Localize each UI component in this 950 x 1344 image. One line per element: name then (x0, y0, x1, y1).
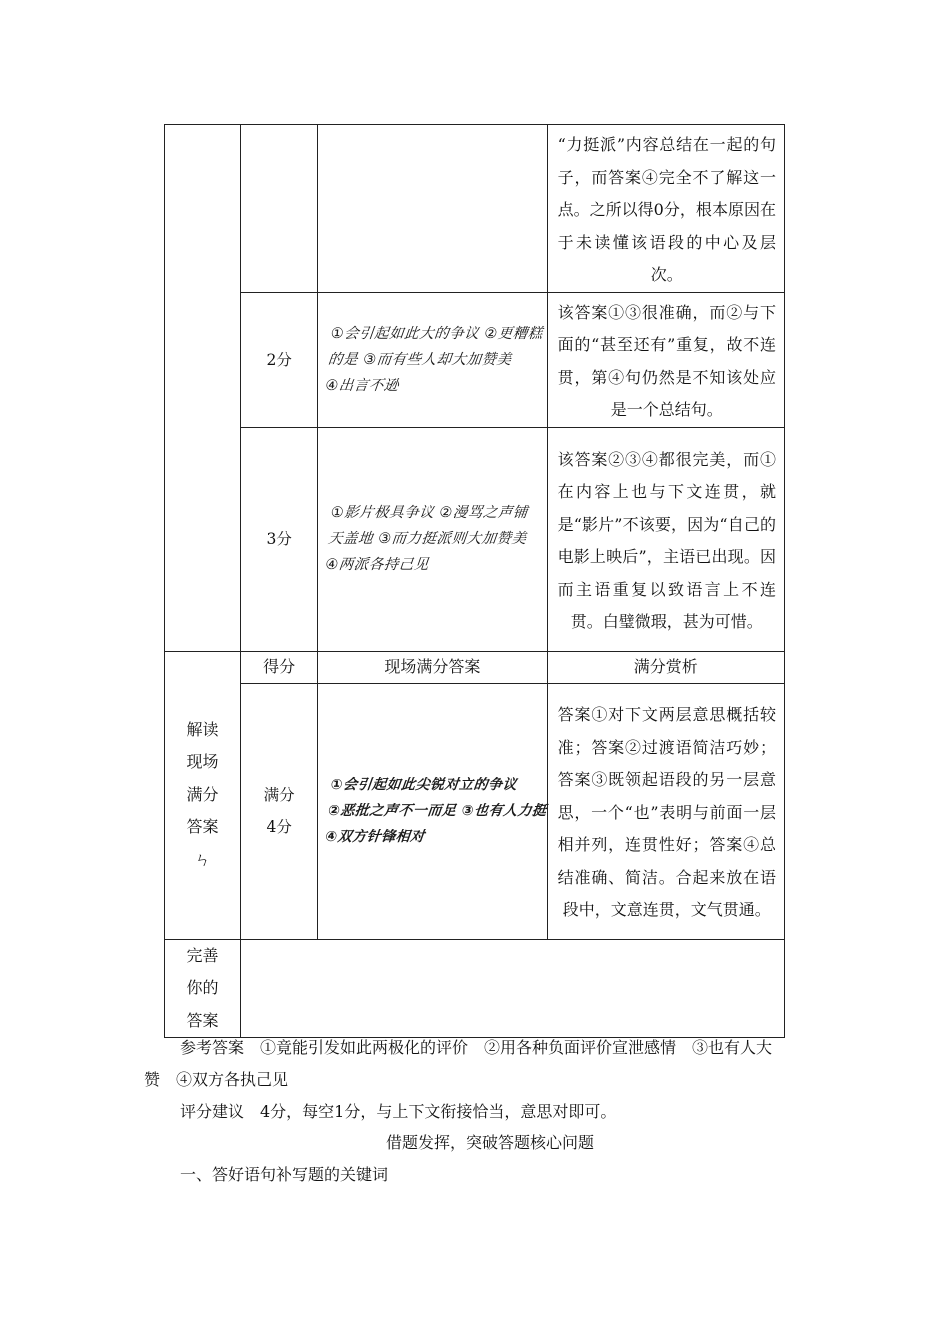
subheading: 一、答好语句补写题的关键词 (180, 1165, 389, 1184)
section-label: 解读现场满分答案ㄣ (186, 719, 219, 869)
blank-answer-area[interactable] (241, 939, 785, 1038)
handwritten-line: 天盖地 ③而力挺派则大加赞美 (327, 531, 528, 547)
column-header-answer: 现场满分答案 (384, 656, 481, 676)
table-row (165, 125, 785, 293)
handwritten-answer (314, 321, 551, 399)
grading-suggestion: 评分建议 4分，每空1分，与上下文衔接恰当，意思对即可。 (180, 1102, 617, 1121)
analysis-cell (547, 292, 784, 427)
handwritten-line: ④两派各持己见 (324, 557, 430, 573)
answer-analysis-table (164, 124, 785, 1038)
column-header-score: 得分 (263, 656, 296, 676)
handwritten-answer-cell (318, 683, 547, 939)
analysis-text: 该答案①③很准确，而②与下面的“甚至还有”重复，故不连贯，第④句仍然是不知该处应是一个总结句。 (557, 302, 776, 419)
score-text: 满分4分 (263, 786, 295, 836)
reference-answer-line2: 赞 ④双方各执己见 (144, 1070, 289, 1089)
analysis-cell (547, 683, 784, 939)
analysis-cell (547, 125, 784, 293)
table-row (165, 427, 785, 651)
handwritten-line: ①会引起如此尖锐对立的争议 (330, 777, 519, 793)
handwritten-line: ①影片极具争议 ②漫骂之声铺 (330, 505, 529, 521)
table-header-row (165, 651, 785, 683)
analysis-cell (547, 427, 784, 651)
score-text: 2分 (266, 350, 292, 369)
score-text: 3分 (266, 530, 292, 548)
column-header (318, 651, 547, 683)
section-title: 借题发挥，突破答题核心问题 (385, 1133, 594, 1152)
handwritten-answer (314, 500, 551, 578)
table-row (165, 939, 785, 1038)
handwritten-line: 的是 ③而有些人却大加赞美 (327, 351, 513, 368)
section-label-cell (165, 651, 241, 939)
handwritten-answer-cell (318, 292, 547, 427)
empty-label-cell (165, 125, 241, 652)
score-cell (241, 683, 318, 939)
column-header (241, 651, 318, 683)
column-header-appreciation: 满分赏析 (633, 656, 698, 676)
empty-answer-cell (318, 125, 547, 293)
column-header (547, 651, 784, 683)
handwritten-line: ④出言不逊 (324, 377, 400, 394)
section-label-cell (165, 939, 241, 1038)
empty-score-cell (241, 125, 318, 293)
handwritten-answer (314, 772, 551, 850)
score-cell (241, 292, 318, 427)
section-label: 完善你的答案 (186, 945, 219, 1030)
handwritten-line: ④双方针锋相对 (324, 829, 426, 845)
table-row (165, 292, 785, 427)
score-cell (241, 427, 318, 651)
handwritten-answer-cell (318, 427, 547, 651)
analysis-text: “力挺派”内容总结在一起的句子，而答案④完全不了解这一点。之所以得0分，根本原因在于未读懂该语段的中心及层次。 (557, 135, 776, 284)
handwritten-line: ②恶批之声不一而足 ③也有人力挺 (327, 803, 548, 819)
reference-answer-line1: 参考答案 ①竟能引发如此两极化的评价 ②用各种负面评价宣泄感情 ③也有人大 (180, 1038, 773, 1057)
table-row (165, 683, 785, 939)
handwritten-line: ①会引起如此大的争议 ②更糟糕 (330, 325, 544, 342)
analysis-text: 该答案②③④都很完美，而①在内容上也与下文连贯，就是“影片”不该要，因为“自己的电影上映后”，主语已出现。因而主语重复以致语言上不连贯。白璧微瑕，甚为可惜。 (557, 449, 776, 631)
analysis-text: 答案①对下文两层意思概括较准；答案②过渡语简洁巧妙；答案③既领起语段的另一层意思，一个“也”表明与前面一层相并列，连贯性好；答案④总结准确、简洁。合起来放在语段中，文意连贯，文气贯通。 (557, 705, 776, 920)
